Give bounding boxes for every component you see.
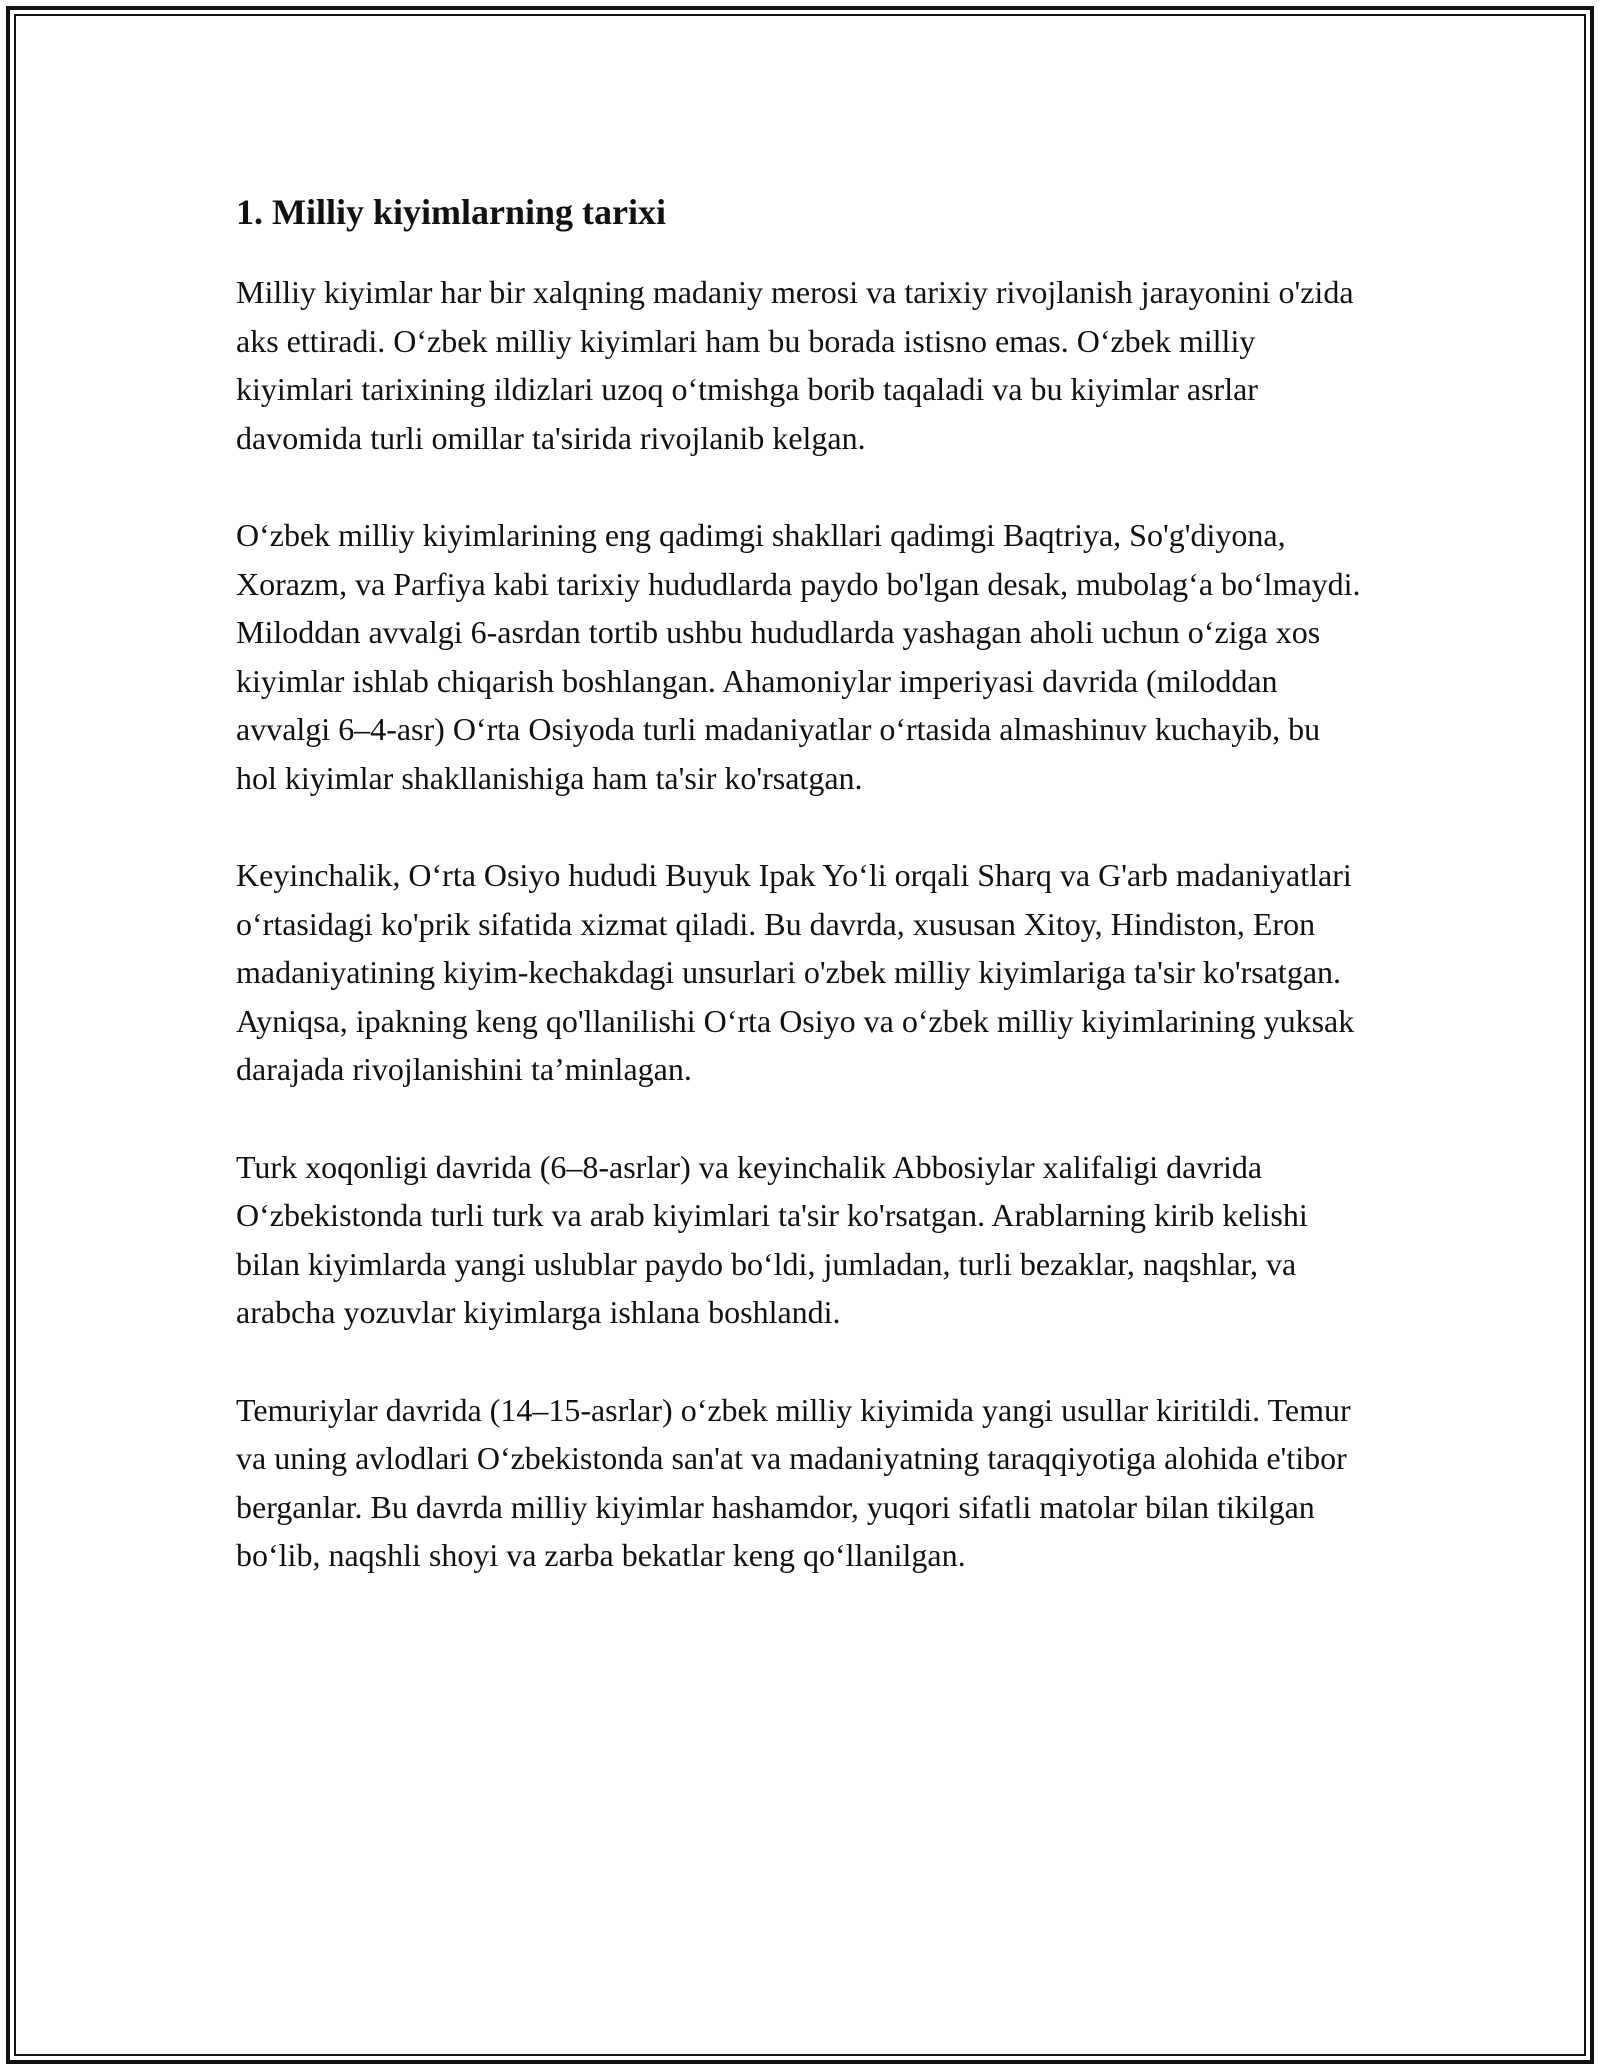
paragraph-4: Turk xoqonligi davrida (6–8-asrlar) va keyinchalik Abbosiylar xalifaligi davrida O‘zbekistonda turli turk va arab kiyimlari ta'sir ko'rsatgan. Arablarning kirib kelishi bilan kiyimlarda yangi uslublar paydo bo‘ldi, jumladan, turli bezaklar, naqshlar, va arabcha yozuvlar kiyimlarga ishlana boshlandi. (236, 1148, 1308, 1330)
section-heading: 1. Milliy kiyimlarning tarixi (236, 192, 666, 232)
paragraph-3: Keyinchalik, O‘rta Osiyo hududi Buyuk Ipak Yo‘li orqali Sharq va G'arb madaniyatlari o‘rtasidagi ko'prik sifatida xizmat qiladi. Bu davrda, xususan Xitoy, Hindiston, Eron madaniyatining kiyim-kechakdagi unsurlari o'zbek milliy kiyimlariga ta'sir ko'rsatgan. Ayniqsa, ipakning keng qo'llanilishi O‘rta Osiyo va o‘zbek milliy kiyimlarining yuksak darajada rivojlanishini ta’minlagan. (236, 857, 1355, 1087)
paragraph-5: Temuriylar davrida (14–15-asrlar) o‘zbek milliy kiyimida yangi usullar kiritildi. Temur va uning avlodlari O‘zbekistonda san'at va madaniyatning taraqqiyotiga alohida e'tibor berganlar. Bu davrda milliy kiyimlar hashamdor, yuqori sifatli matolar bilan tikilgan bo‘lib, naqshli shoyi va zarba bekatlar keng qo‘llanilgan. (236, 1391, 1351, 1573)
document-body (236, 188, 1366, 1629)
paragraph-1: Milliy kiyimlar har bir xalqning madaniy merosi va tarixiy rivojlanish jarayonini o'zida aks ettiradi. O‘zbek milliy kiyimlari ham bu borada istisno emas. O‘zbek milliy kiyimlari tarixining ildizlari uzoq o‘tmishga borib taqaladi va bu kiyimlar asrlar davomida turli omillar ta'sirida rivojlanib kelgan. (236, 274, 1354, 456)
paragraph-2: O‘zbek milliy kiyimlarining eng qadimgi shakllari qadimgi Baqtriya, So'g'diyona, Xorazm, va Parfiya kabi tarixiy hududlarda paydo bo'lgan desak, mubolag‘a bo‘lmaydi. Miloddan avvalgi 6-asrdan tortib ushbu hududlarda yashagan aholi uchun o‘ziga xos kiyimlar ishlab chiqarish boshlangan. Ahamoniylar imperiyasi davrida (miloddan avvalgi 6–4-asr) O‘rta Osiyoda turli madaniyatlar o‘rtasida almashinuv kuchayib, bu hol kiyimlar shakllanishiga ham ta'sir ko'rsatgan. (236, 517, 1361, 796)
